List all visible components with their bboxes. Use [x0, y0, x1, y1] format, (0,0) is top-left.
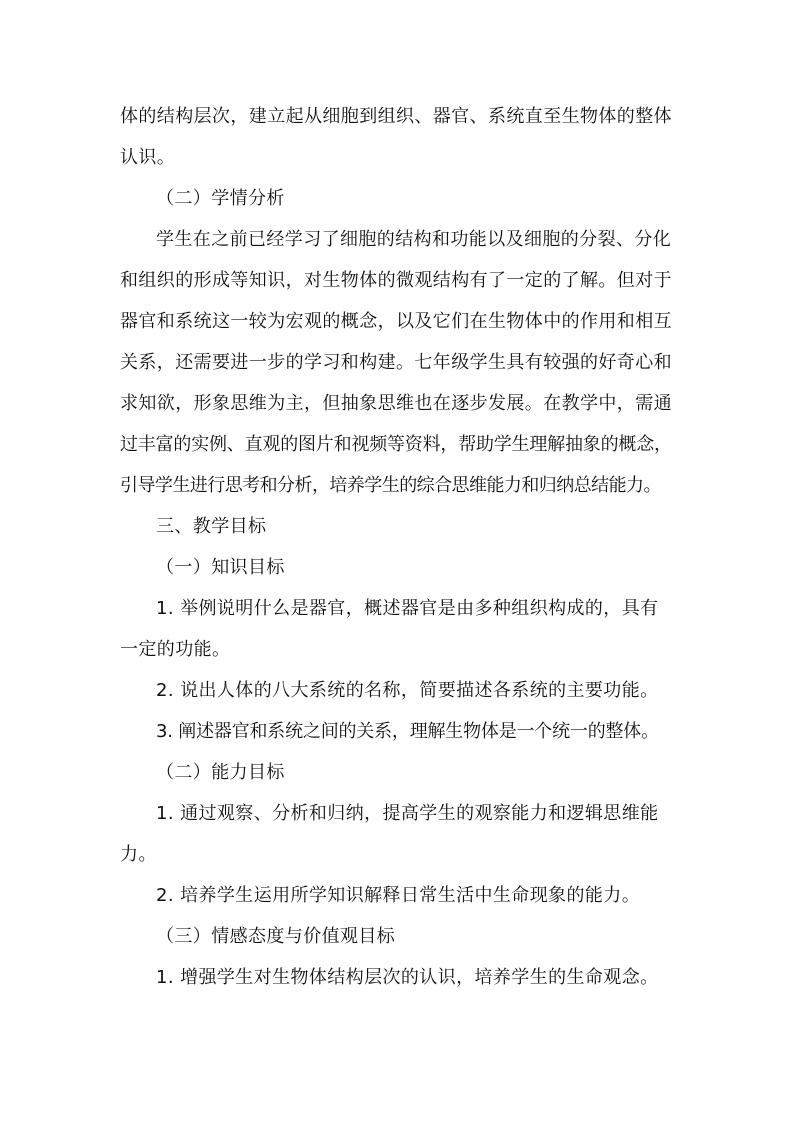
subsection-heading: （三）情感态度与价值观目标 [156, 926, 396, 947]
paragraph-line: 认识。 [120, 147, 176, 168]
objective-item: 1. 通过观察、分析和归纳，提高学生的观察能力和逻辑思维能 [156, 803, 659, 824]
document-body [120, 96, 680, 998]
paragraph-line: 学生在之前已经学习了细胞的结构和功能以及细胞的分裂、分化 [156, 229, 672, 250]
section-heading: （二）学情分析 [156, 188, 285, 209]
objective-item: 2. 说出人体的八大系统的名称，简要描述各系统的主要功能。 [156, 680, 659, 701]
paragraph-line: 体的结构层次，建立起从细胞到组织、器官、系统直至生物体的整体 [120, 106, 672, 127]
paragraph-line: 过丰富的实例、直观的图片和视频等资料，帮助学生理解抽象的概念， [120, 434, 672, 455]
objective-item: 2. 培养学生运用所学知识解释日常生活中生命现象的能力。 [156, 885, 641, 906]
objective-item: 1. 举例说明什么是器官，概述器官是由多种组织构成的，具有 [156, 598, 659, 619]
paragraph-line: 关系，还需要进一步的学习和构建。七年级学生具有较强的好奇心和 [120, 352, 672, 373]
objective-item-continuation: 一定的功能。 [120, 639, 231, 660]
subsection-heading: （一）知识目标 [156, 557, 285, 578]
subsection-heading: （二）能力目标 [156, 762, 285, 783]
objective-item-continuation: 力。 [120, 844, 157, 865]
paragraph-line: 器官和系统这一较为宏观的概念，以及它们在生物体中的作用和相互 [120, 311, 672, 332]
paragraph-line: 求知欲，形象思维为主，但抽象思维也在逐步发展。在教学中，需通 [120, 393, 672, 414]
section-heading: 三、教学目标 [156, 516, 267, 537]
paragraph-line: 和组织的形成等知识，对生物体的微观结构有了一定的了解。但对于 [120, 270, 672, 291]
objective-item: 3. 阐述器官和系统之间的关系，理解生物体是一个统一的整体。 [156, 721, 659, 742]
objective-item: 1. 增强学生对生物体结构层次的认识，培养学生的生命观念。 [156, 967, 659, 988]
paragraph-line: 引导学生进行思考和分析，培养学生的综合思维能力和归纳总结能力。 [120, 475, 661, 496]
